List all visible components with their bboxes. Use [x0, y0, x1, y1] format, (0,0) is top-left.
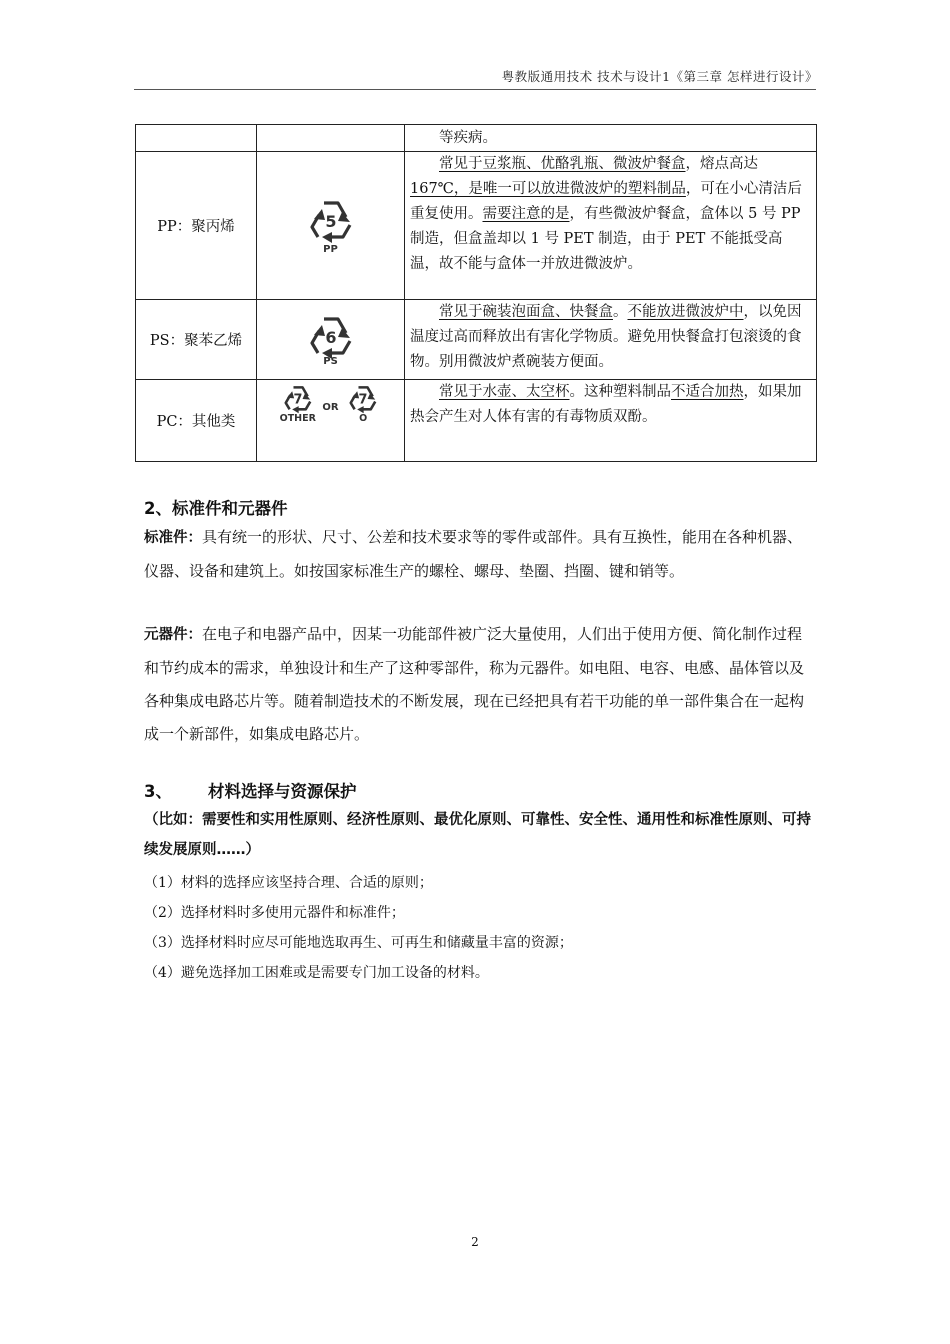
icon-code: O	[359, 413, 368, 424]
cell-icon-pc	[257, 380, 405, 462]
table-row-continued	[136, 125, 817, 152]
cell-desc-continued	[405, 125, 817, 152]
desc-text: ，以免因温度过高而释放出有害化学物质。避免用快餐盒打包滚烫的食物。别用微波炉煮碗装方便面。	[410, 304, 802, 370]
standard-label: 标准件：	[144, 530, 202, 546]
table-row-pc	[136, 380, 817, 462]
table-row-pp	[136, 152, 817, 300]
page-number: 2	[471, 1235, 479, 1249]
desc-text: ，熔点高达	[685, 156, 758, 172]
cell-name-pc: PC：其他类	[136, 380, 257, 462]
section-3-title	[144, 778, 356, 802]
desc-text: 等疾病。	[439, 129, 497, 146]
cell-name-ps: PS：聚苯乙烯	[136, 300, 257, 380]
standard-text: 具有统一的形状、尺寸、公差和技术要求等的零件或部件。具有互换性，能用在各种机器、仪器、设备和建筑上。如按国家标准生产的螺栓、螺母、垫圈、挡圈、键和销等。	[144, 528, 803, 580]
cell-icon-ps	[257, 300, 405, 380]
desc-underlined: 不能放进微波炉中	[627, 304, 744, 320]
standard-parts-paragraph	[144, 521, 814, 588]
header-rule	[134, 89, 816, 90]
table-row-ps	[136, 300, 817, 380]
component-text: 在电子和电器产品中，因某一功能部件被广泛大量使用，人们出于使用方便、简化制作过程和节约成本的需求，单独设计和生产了这种零部件，称为元器件。如电阻、电容、电感、晶体管以及各种集成电路芯片等。随着制造技术的不断发展，现在已经把具有若干功能的单一部件集合在一起构成一个新部件，如集成电路芯片。	[144, 625, 805, 743]
components-paragraph	[144, 618, 814, 751]
icon-number: 6	[324, 328, 337, 347]
desc-underlined: 常见于碗装泡面盒、快餐盒	[439, 304, 613, 320]
desc-underlined: 常见于水壶、太空杯	[439, 384, 570, 400]
recycle-7-o-icon	[343, 382, 383, 424]
desc-text: ，如果加热会产生对人体有害的有毒物质双酚。	[410, 384, 802, 425]
desc-underlined: 167℃，是唯一可以放进微波炉的塑料制品	[410, 181, 686, 197]
desc-text: 。这种塑料制品	[569, 384, 671, 400]
desc-text: 。	[613, 304, 628, 320]
or-label: OR	[322, 402, 339, 413]
list-item: （3）选择材料时应尽可能地选取再生、可再生和储藏量丰富的资源；	[144, 935, 573, 951]
recycle-6-ps-icon	[296, 311, 366, 367]
section-2-title: 2、标准件和元器件	[144, 499, 288, 518]
section-3-heading: 材料选择与资源保护	[207, 782, 357, 801]
principles-paragraph: （比如：需要性和实用性原则、经济性原则、最优化原则、可靠性、安全性、通用性和标准性原则、可持续发展原则……）	[144, 812, 811, 858]
icon-code: OTHER	[279, 413, 316, 424]
cell-desc-ps	[405, 300, 817, 380]
desc-underlined: 常见于豆浆瓶、优酪乳瓶、微波炉餐盒	[439, 156, 686, 172]
recycle-5-pp-icon	[300, 195, 362, 255]
icon-number: 5	[324, 212, 337, 231]
list-item: （1）材料的选择应该坚持合理、合适的原则；	[144, 875, 433, 891]
cell-icon-pp	[257, 152, 405, 300]
cell-name-pp: PP：聚丙烯	[136, 152, 257, 300]
recycle-7-other-icon	[278, 382, 318, 424]
desc-underlined: 需要注意的是	[482, 206, 570, 222]
plastics-table	[135, 124, 817, 462]
running-header: 粤教版通用技术 技术与设计1《第三章 怎样进行设计》	[501, 69, 818, 84]
desc-text: ，可在小心清洁后重复使用。	[410, 181, 802, 222]
cell-icon-empty	[257, 125, 405, 152]
component-label: 元器件：	[144, 627, 202, 643]
icon-code: PP	[323, 244, 338, 255]
icon-number: 7	[358, 392, 368, 408]
list-item: （4）避免选择加工困难或是需要专门加工设备的材料。	[144, 965, 489, 981]
cell-name-empty	[136, 125, 257, 152]
cell-desc-pp	[405, 152, 817, 300]
list-item: （2）选择材料时多使用元器件和标准件；	[144, 905, 405, 921]
section-3-number: 3、	[144, 782, 172, 801]
desc-text: ，有些微波炉餐盒，盒体以 5 号 PP 制造，但盒盖却以 1 号 PET 制造，由于 PET 不能抵受高温，故不能与盒体一并放进微波炉。	[410, 206, 801, 272]
icon-number: 7	[293, 392, 303, 408]
icon-code: PS	[323, 356, 338, 367]
cell-desc-pc	[405, 380, 817, 462]
desc-underlined: 不适合加热	[671, 384, 744, 400]
